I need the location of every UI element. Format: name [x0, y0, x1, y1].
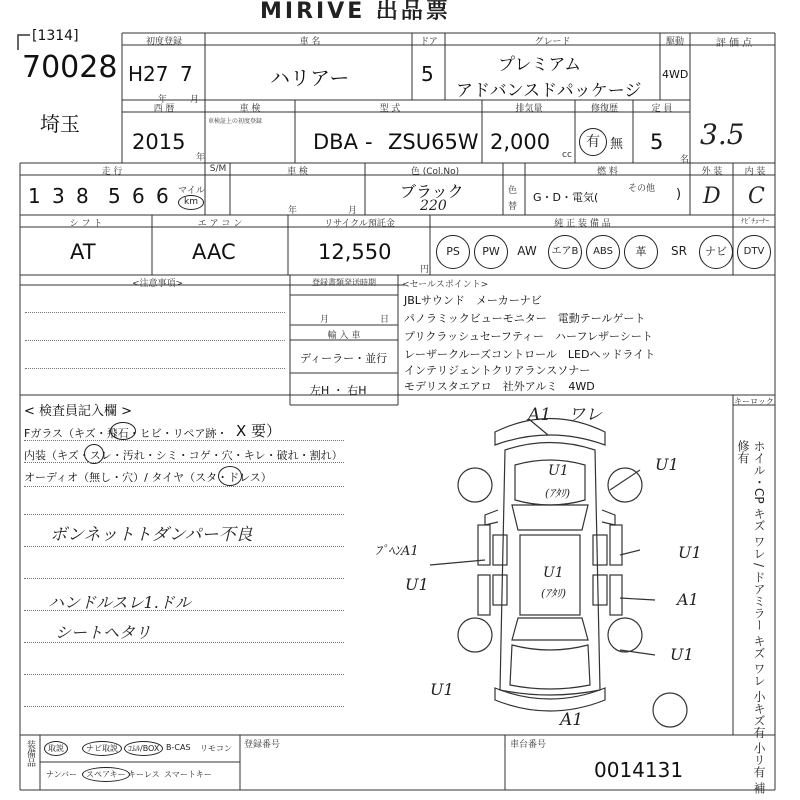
equip-navi: ナビ [699, 235, 733, 269]
damage-front-right: U1 [655, 455, 679, 474]
shaken-month-unit: 月 [348, 206, 358, 216]
inspector-note-1: ボンネットトダンパー不良 [50, 525, 253, 545]
label-notes: <注意事項> [131, 279, 184, 289]
sales-point-5: インテリジェントクリアランスソナー [404, 364, 591, 377]
mileage-digit-3: 8 [76, 184, 89, 208]
label-car-name: 車 名 [299, 37, 321, 47]
label-reg-doc: 登録書類発送時期 [312, 278, 376, 287]
label-grade: グレード [534, 37, 571, 47]
equip-airbag: エアB [548, 235, 582, 269]
label-keyrock: キーロック [734, 397, 774, 406]
era-year: H27 [128, 62, 169, 86]
label-score: 評 価 点 [715, 38, 753, 49]
sales-point-2: パノラミックビューモニター 電動テールゲート [404, 312, 646, 325]
accessory-smart-key: スマートキー [164, 770, 212, 779]
equip-dtv: DTV [737, 235, 771, 269]
lot-tag: [1314] [32, 28, 79, 44]
label-capacity: 定 員 [651, 104, 673, 114]
serial-number: 0014131 [594, 758, 684, 782]
unit-cc: cc [562, 150, 572, 160]
sales-point-3: プリクラッシュセーフティー ハーフレザーシート [404, 330, 653, 343]
label-aircon: エ ア コ ン [197, 219, 243, 229]
unit-year: 年 [158, 95, 168, 105]
reg-month-label: 月 [320, 315, 330, 325]
unit-year-2: 年 [196, 153, 206, 163]
history-yes-text: 有 [586, 134, 600, 150]
mileage-digit-4: 5 [108, 184, 121, 208]
unit-yen: 円 [420, 265, 430, 275]
label-door: ドア [420, 37, 438, 47]
damage-right-back: U1 [670, 645, 694, 664]
equip-aw: AW [517, 244, 537, 258]
damage-hood-sub: (ｱﾀﾘ) [545, 487, 571, 500]
damage-hood: U1 [548, 463, 569, 479]
drive: 4WD [662, 68, 689, 81]
unit-miles: マイル [178, 186, 205, 196]
color-code: 220 [420, 198, 447, 214]
shaken-note: 車検証上の初度登録 [208, 118, 263, 125]
grade-line1: プレミアム [498, 55, 582, 75]
label-color: 色 (Col.No) [410, 167, 460, 177]
label-iro: 色 [508, 186, 518, 196]
label-sales-points: <セールスポイント> [402, 280, 489, 290]
equip-sr: SR [671, 244, 687, 258]
handle-side: 左H ・ 右H [310, 384, 367, 397]
accessory-navi-manual-text: ナビ取説 [82, 741, 122, 756]
label-import: 輸 入 車 [327, 331, 361, 341]
unit-km-text: km [184, 197, 198, 207]
label-shaken: 車 検 [239, 104, 261, 114]
history-no: 無 [610, 137, 624, 152]
label-shaken2: 車 検 [287, 167, 308, 177]
accessory-box-text: ｺﾑﾙ/BOX [124, 741, 163, 756]
doors: 5 [421, 62, 434, 86]
lot-number: 70028 [22, 50, 118, 85]
mileage-digit-6: 6 [156, 184, 169, 208]
model-prefix: DBA [313, 130, 358, 154]
form-title: MIRIVE 出品票 [260, 0, 451, 24]
label-year: 西 暦 [153, 104, 175, 114]
accessory-navi-manual [82, 741, 122, 756]
damage-rear: A1 [560, 710, 584, 730]
fuel-close: ) [676, 187, 682, 202]
equip-leather: 革 [624, 235, 658, 269]
recycle-fee: 12,550 [318, 240, 392, 264]
label-drive: 駆動 [665, 37, 684, 47]
year-ad: 2015 [132, 130, 186, 154]
equip-pw: PW [474, 235, 508, 269]
mileage-digit-1: 1 [28, 184, 41, 208]
label-interior: 内 装 [744, 167, 766, 177]
mileage-digit-2: 3 [52, 184, 65, 208]
fuel-options: G・D・電気( [533, 191, 599, 204]
side-notes [736, 440, 767, 800]
displacement: 2,000 [490, 130, 551, 154]
region: 埼玉 [40, 112, 80, 136]
accessory-bcas: B-CAS [166, 743, 191, 752]
accessory-remote: リモコン [200, 744, 232, 753]
score-value: 3.5 [700, 118, 745, 151]
model-dash: - [365, 130, 373, 154]
accessories-label: 装備品 [25, 740, 35, 767]
reg-day-label: 日 [380, 315, 390, 325]
inspector-heading: < 検査員記入欄 > [24, 404, 133, 419]
color-name: ブラック [400, 182, 464, 201]
damage-left-mid: U1 [405, 575, 429, 594]
model-code: ZSU65W [388, 130, 479, 154]
grade-line2: アドバンスドパッケージ [456, 81, 642, 101]
sales-point-4: レーザークルーズコントロール LEDヘッドライト [404, 348, 656, 361]
accessory-manual-text: 取説 [44, 741, 68, 756]
label-recycle: リサイクル預託金 [324, 219, 395, 229]
accessory-spare-key-text: スペアキー [82, 767, 130, 782]
inspector-note-2: ハンドルスレ1.ドル [48, 593, 191, 612]
interior-grade: C [748, 184, 765, 209]
label-serial: 車台番号 [510, 740, 547, 750]
label-displacement: 排気量 [515, 104, 543, 114]
equip-ps: PS [436, 235, 470, 269]
label-equipment: 純 正 装 備 品 [554, 219, 611, 229]
dealer-parallel: ディーラー・並行 [300, 352, 388, 365]
label-model: 型 式 [379, 104, 401, 114]
inspector-note-3: シートヘタリ [55, 623, 152, 642]
label-fuel: 燃 料 [597, 167, 618, 177]
fuel-other: その他 [628, 184, 656, 194]
shift: AT [70, 240, 96, 264]
mileage-digit-5: 6 [132, 184, 145, 208]
unit-month: 月 [190, 95, 200, 105]
accessory-spare-key [82, 767, 130, 782]
damage-left-rear: U1 [430, 680, 454, 699]
label-navi-tuner: ﾅﾋﾞﾁｭｰﾅｰ [741, 217, 769, 225]
accessory-box [124, 741, 163, 756]
label-sm: S/M [209, 164, 227, 174]
shaken-year-unit: 年 [288, 206, 298, 216]
accessory-number: ナンバー [46, 770, 78, 779]
label-first-reg: 初度登録 [145, 37, 182, 47]
reg-month: 7 [180, 62, 193, 86]
damage-right-mid: U1 [678, 543, 702, 562]
equip-abs: ABS [586, 235, 620, 269]
inspector-audio: オーディオ（無し・穴）/ タイヤ（スタ・ドレス） [24, 471, 272, 484]
exterior-grade: D [703, 184, 721, 209]
damage-right-rear: A1 [677, 590, 699, 609]
side-notes-text: ホイル・CP キズ ワレ / ドアミラー キズ ワレ 小キズ有 小リ有 補修有 [736, 440, 766, 794]
damage-left-front: ﾌﾟﾍﾝA1 [375, 544, 419, 559]
label-gae: 替 [508, 202, 518, 212]
damage-roof: U1 [543, 565, 564, 581]
capacity: 5 [650, 130, 664, 154]
accessory-keyless: キーレス [128, 770, 160, 779]
unit-person: 名 [680, 155, 690, 165]
sales-point-6: モデリスタエアロ 社外アルミ 4WD [404, 380, 595, 393]
damage-roof-sub: (ｱﾀﾘ) [541, 587, 567, 600]
label-shift: シ フ ト [69, 219, 103, 229]
label-reg-no: 登録番号 [244, 740, 281, 750]
accessory-manual [44, 741, 68, 756]
inspector-glass: Fガラス（キズ・飛石・ヒビ・リペア跡・ [24, 427, 228, 440]
damage-front: A1 ワレ [528, 405, 603, 425]
label-mileage: 走 行 [101, 167, 123, 177]
inspector-glass-mark: X 要） [236, 422, 282, 440]
sales-point-1: JBLサウンド メーカーナビ [404, 294, 542, 307]
car-name: ハリアー [270, 66, 350, 90]
label-exterior: 外 装 [701, 167, 723, 177]
aircon: AAC [192, 240, 236, 264]
label-history: 修復歴 [590, 104, 618, 114]
inspector-interior: 内装（キズ・スレ・汚れ・シミ・コゲ・穴・キレ・破れ・割れ） [24, 449, 343, 462]
